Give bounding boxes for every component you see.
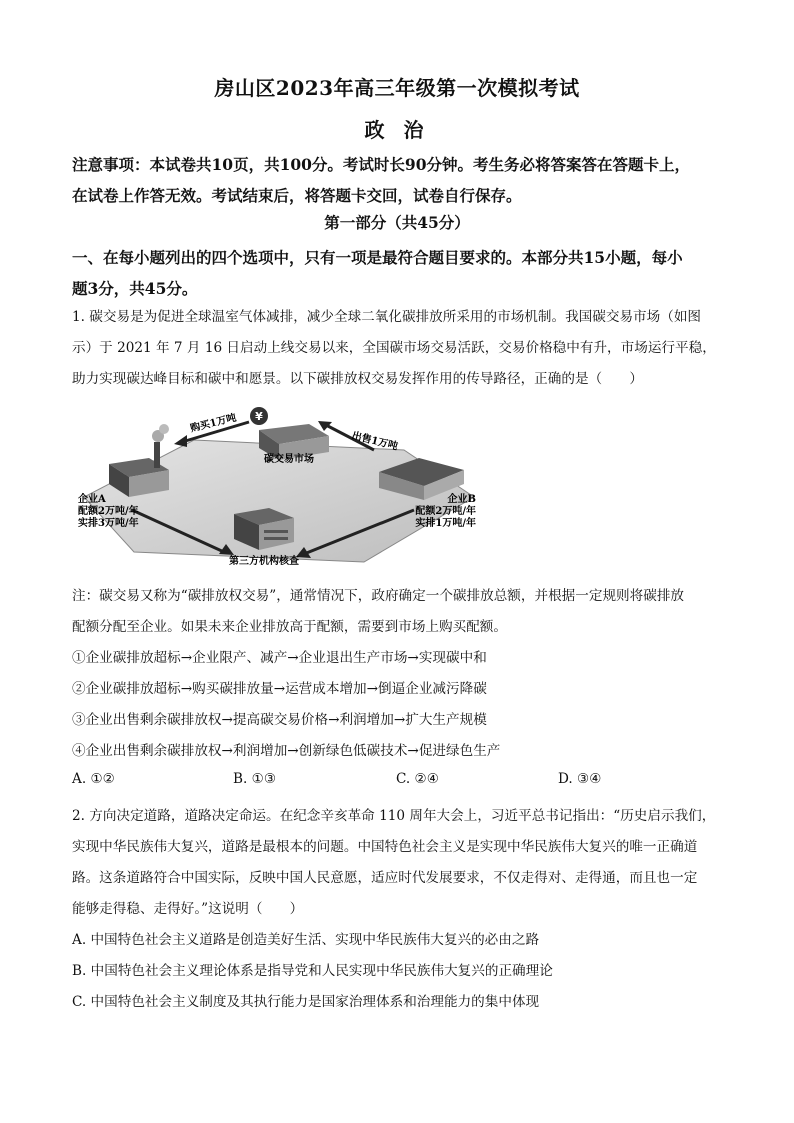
company-a-quota: 配额2万吨/年 — [78, 506, 139, 517]
section-instructions — [72, 242, 722, 304]
sell-label: 出售1万吨 — [350, 430, 399, 453]
company-a-label: 企业A — [78, 494, 106, 505]
q2-stem-line: 路。这条道路符合中国实际，反映中国人民意愿，适应时代发展要求，不仅走得对、走得通，而且也一定 — [72, 870, 698, 886]
q2-stem-line: 实现中华民族伟大复兴，道路是最根本的问题。中国特色社会主义是实现中华民族伟大复兴的唯一正确道 — [72, 839, 698, 855]
q1-note-line: 配额分配至企业。如果未来企业排放高于配额，需要到市场上购买配额。 — [72, 619, 507, 635]
verifier-label: 第三方机构核查 — [229, 556, 299, 567]
notice-line: 注意事项：本试卷共10页，共100分。考试时长90分钟。考生务必将答案答在答题卡上， — [72, 155, 690, 174]
q1-note-line: 注：碳交易又称为“碳排放权交易”，通常情况下，政府确定一个碳排放总额，并根据一定规则将碳排放 — [72, 588, 685, 604]
company-b-quota: 配额2万吨/年 — [415, 506, 476, 517]
q2-stem-line: 2. 方向决定道路，道路决定命运。在纪念辛亥革命 110 周年大会上，习近平总书记指出：“历史启示我们， — [72, 808, 716, 824]
buy-label: 购买1万吨 — [189, 412, 238, 435]
notice-block — [72, 149, 722, 211]
market-label: 碳交易市场 — [264, 454, 314, 465]
q1-statement: ②企业碳排放超标→购买碳排放量→运营成本增加→倒逼企业减污降碳 — [72, 681, 487, 697]
subject-title: 政 治 — [364, 118, 430, 142]
q2-stem-line: 能够走得稳、走得好。”这说明（ ） — [72, 901, 304, 917]
q1-option-c: C. ②④ — [396, 771, 439, 787]
instruction-line: 题3分，共45分。 — [72, 279, 198, 298]
q2-option-c: C. 中国特色社会主义制度及其执行能力是国家治理体系和治理能力的集中体现 — [72, 994, 540, 1010]
q1-statement: ①企业碳排放超标→企业限产、减产→企业退出生产市场→实现碳中和 — [72, 650, 487, 666]
q2-option-b: B. 中国特色社会主义理论体系是指导党和人民实现中华民族伟大复兴的正确理论 — [72, 963, 553, 979]
instruction-line: 一、在每小题列出的四个选项中，只有一项是最符合题目要求的。本部分共15小题，每小 — [72, 248, 683, 267]
arrow-head — [174, 435, 187, 447]
notice-line: 在试卷上作答无效。考试结束后，将答题卡交回，试卷自行保存。 — [72, 186, 522, 205]
q1-stem-line: 1. 碳交易是为促进全球温室气体减排，减少全球二氧化碳排放所采用的市场机制。我国碳交易市场（如图 — [72, 309, 702, 325]
part-heading: 第一部分（共45分） — [324, 213, 470, 232]
q1-stem-line: 示）于 2021 年 7 月 16 日启动上线交易以来，全国碳市场交易活跃，交易价格稳中有升，市场运行平稳， — [72, 340, 716, 356]
q2-option-a: A. 中国特色社会主义道路是创造美好生活、实现中华民族伟大复兴的必由之路 — [72, 932, 540, 948]
diagram-figure — [74, 402, 484, 568]
q1-statement: ③企业出售剩余碳排放权→提高碳交易价格→利润增加→扩大生产规模 — [72, 712, 487, 728]
q1-stem-line: 助力实现碳达峰目标和碳中和愿景。以下碳排放权交易发挥作用的传导路径，正确的是（ ） — [72, 371, 643, 387]
q1-option-d: D. ③④ — [558, 771, 602, 787]
exam-title: 房山区2023年高三年级第一次模拟考试 — [214, 76, 580, 100]
carbon-trade-diagram — [74, 402, 484, 568]
q1-option-b: B. ①③ — [233, 771, 277, 787]
company-b-label: 企业B — [447, 494, 476, 505]
company-b-actual: 实排1万吨/年 — [415, 518, 476, 529]
company-a-actual: 实排3万吨/年 — [78, 518, 139, 529]
svg-text:¥: ¥ — [255, 410, 263, 423]
q1-option-a: A. ①② — [72, 771, 115, 787]
q1-statement: ④企业出售剩余碳排放权→利润增加→创新绿色低碳技术→促进绿色生产 — [72, 743, 501, 759]
company-a-factory — [109, 424, 169, 497]
